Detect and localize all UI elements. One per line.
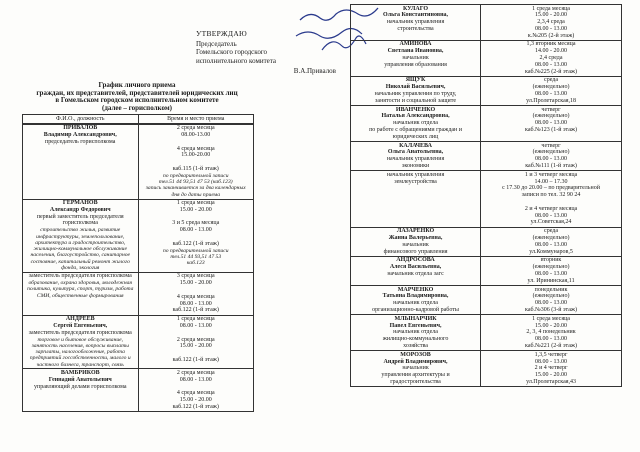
header-name: Ф.И.О., должность <box>23 115 139 124</box>
person-name: МОРОЗОВ Андрей Владимирович, <box>383 351 448 365</box>
table-row <box>351 40 622 76</box>
person-name: АНДРОСОВА Алеся Васильевна, <box>389 257 442 271</box>
table-row <box>351 5 622 41</box>
person-cell <box>23 272 139 315</box>
person-cell <box>351 227 481 256</box>
person-position: заместитель председателя горисполкома <box>28 329 132 336</box>
schedule-time: 1,3,5 четверг 08.00 - 13.00 2 и 4 четверг 15.00 - 20.00 ул.Пролетарская,43 <box>526 351 576 385</box>
person-name: ЛАЗАРЕНКО Жанна Валерьевна, <box>388 228 443 241</box>
schedule-time: 3 среда месяца 15.00 - 20.00 4 среда месяца 08.00 - 13.00 каб.122 (1-й этаж) <box>172 273 219 314</box>
person-position: начальник управления архитектуры и градостроительства <box>381 365 450 385</box>
schedule-time: 1 среда месяца 15.00 - 20.00 2,3,4 среда 08.00 - 13.00 к.№205 (2-й этаж) <box>527 5 575 39</box>
schedule-cell <box>481 351 622 387</box>
person-cell <box>23 315 139 369</box>
header-time: Время и место приема <box>138 115 254 124</box>
approval-line: Гомельского городского <box>196 48 268 56</box>
schedule-cell <box>481 142 622 171</box>
person-name: МЛЫНАРЧИК Павел Евгеньевич, <box>389 315 442 329</box>
schedule-time: четверг (еженедельно) 08.00 - 13.00 каб.№111 (1-й этаж) <box>525 142 577 170</box>
schedule-time: 1 среда месяца 15.00 - 20.00 3 и 5 среда месяца 08.00 - 13.00 каб.122 (1-й этаж) <box>172 200 220 247</box>
person-position: начальник отдела жилищно-коммунального хозяйства <box>382 329 449 349</box>
schedule-time: четверг (еженедельно) 08.00 - 13.00 каб.№123 (1-й этаж) <box>525 106 578 134</box>
table-row <box>351 256 622 285</box>
schedule-note: по предварительной записи тел.51 44 93,51 47 53 (каб.123) запись заканчивается за два календарных дня до даты приема <box>145 172 246 198</box>
schedule-cell <box>138 272 254 315</box>
right-schedule <box>350 4 622 387</box>
person-cell <box>351 171 481 227</box>
table-row <box>351 227 622 256</box>
person-position: управляющий делами горисполкома <box>33 383 127 390</box>
heading-line: в Гомельском городском исполнительном комитете <box>55 96 219 104</box>
table-row <box>23 199 254 272</box>
person-position: начальник отдела по работе с обращениями граждан и юридических лиц <box>369 120 462 140</box>
schedule-cell <box>481 315 622 351</box>
table-row <box>351 76 622 105</box>
heading-line: граждан, их представителей, представителей юридических лиц <box>36 88 238 97</box>
person-name: КАЛАЧЕВА Ольга Анатольевна, <box>387 142 444 156</box>
approval-line: исполнительного комитета <box>196 56 277 65</box>
approval-signer: В.А.Привалов <box>293 67 336 75</box>
schedule-note: по предварительной записи тел.51 44 93,51 47 53 каб.123 <box>162 247 229 267</box>
person-cell <box>23 124 139 199</box>
table-row <box>23 124 254 199</box>
person-cell <box>23 199 139 272</box>
table-row <box>23 272 254 315</box>
schedule-cell <box>481 5 622 41</box>
table-row <box>351 142 622 171</box>
schedule-time: вторник (еженедельно) 08.00 - 13.00 ул. Ирининская,11 <box>527 257 575 284</box>
person-duties: образование, охрана здоровья, молодежная политика, культура, спорт, туризм, работа СМИ, общественные формирования <box>27 280 134 299</box>
table-row <box>23 369 254 412</box>
table-row <box>351 351 622 387</box>
person-position: начальник управления экономики <box>386 156 445 170</box>
document-heading <box>22 82 252 112</box>
table-row <box>351 286 622 315</box>
person-position: начальник управления строительства <box>386 19 445 32</box>
person-cell <box>351 40 481 76</box>
person-cell <box>351 351 481 387</box>
schedule-cell <box>138 199 254 272</box>
person-name: ПРИВАЛОВ Владимир Александрович, <box>43 125 117 139</box>
person-duties: торговое и бытовое обслуживание, занятость населения, вопросы выплаты зарплаты, налогообложение, работа предприятий госсобственности, малого и частного бизнеса, транспорт, связь <box>29 336 131 368</box>
schedule-cell <box>138 315 254 369</box>
person-duties: строительство жилья, развитие инфраструктуры, землепользование, архитектура и градостроительство, жилищно-коммунальное обслуживание населения, благоустройство, санитарное состояние, капитальный ремонт жилого фонда, экология <box>30 227 131 272</box>
left-schedule-body <box>22 124 254 412</box>
table-row <box>23 315 254 369</box>
table-row <box>351 171 622 227</box>
schedule-cell <box>138 124 254 199</box>
person-position: начальник управления по труду, занятости и социальной защите <box>374 91 457 104</box>
schedule-time: 2 среда месяца 08.00-13.00 4 среда месяца 15.00-20.00 каб.115 (1-й этаж) <box>172 125 219 173</box>
approval-title: УТВЕРЖДАЮ <box>196 29 248 38</box>
table-row <box>351 106 622 142</box>
person-name: МАРЧЕНКО Татьяна Владимировна, <box>382 286 449 300</box>
left-schedule <box>22 114 254 412</box>
schedule-cell <box>481 227 622 256</box>
schedule-time: 1 и 3 четверг месяца 14.00 – 17.30 с 17.30 до 20.00 – по предварительной записи по тел. 32 90 24 2 и 4 четверг месяца 08.00 - 13.00 ул.Советская,24 <box>502 171 600 226</box>
person-position: первый заместитель председателя горисполкома <box>36 213 124 227</box>
schedule-cell <box>481 76 622 105</box>
heading-line: (далее – горисполком) <box>102 103 172 112</box>
schedule-cell <box>481 106 622 142</box>
schedule-cell <box>138 369 254 412</box>
approval-line: Председатель <box>196 39 237 48</box>
approval-block <box>196 30 336 76</box>
schedule-cell <box>481 40 622 76</box>
person-cell <box>351 76 481 105</box>
person-position: начальник отдела организационно-кадровой работы <box>372 300 459 313</box>
person-position: председатель горисполкома <box>45 138 116 145</box>
person-position: начальник управления землеустройства <box>386 171 445 185</box>
person-cell <box>351 106 481 142</box>
person-name: ВАМБРИКОВ Геннадий Анатольевич <box>48 369 112 383</box>
person-position: начальник управления образования <box>384 55 447 68</box>
person-cell <box>351 315 481 351</box>
table-header-row <box>23 115 254 124</box>
schedule-time: среда (еженедельно) 08.00 - 13.00 ул.Пролетарская,18 <box>526 77 576 104</box>
schedule-time: 1 среда месяца 08.00 - 13.00 2 среда месяца 15.00 - 20.00 каб.122 (1-й этаж) <box>172 316 219 363</box>
person-cell <box>351 256 481 285</box>
right-schedule-table <box>350 4 622 387</box>
person-cell <box>351 142 481 171</box>
person-cell <box>351 286 481 315</box>
person-name: ЯЩУК Николай Васильевич, <box>385 77 446 91</box>
person-name: ГЕРМАНОВ Александр Федорович <box>49 200 111 213</box>
person-name: АМИНОВА Светлана Ивановна, <box>387 41 444 55</box>
schedule-time: понедельник (еженедельно) 08.00 - 13.00 каб.№306 (3-й этаж) <box>525 286 578 313</box>
schedule-cell <box>481 171 622 227</box>
person-cell <box>23 369 139 412</box>
person-name: ИВАНЧЕНКО Наталья Александровна, <box>381 106 450 120</box>
person-position: заместитель председателя горисполкома <box>28 273 132 280</box>
schedule-time: 2 среда месяца 08.00 - 13.00 4 среда месяца 15.00 - 20.00 каб.122 (1-й этаж) <box>172 369 219 410</box>
person-name: АНДРЕЕВ Сергей Евгеньевич, <box>53 316 108 329</box>
person-cell <box>351 5 481 41</box>
person-position: начальник финансового управления <box>383 241 448 255</box>
schedule-cell <box>481 256 622 285</box>
heading-line: График личного приема <box>98 81 176 89</box>
person-name: КУЛАГО Ольга Константиновна, <box>383 5 449 19</box>
schedule-time: среда (еженедельно) 08.00 - 13.00 ул.Коммунаров,5 <box>529 228 573 255</box>
person-position: начальник отдела загс <box>387 270 444 277</box>
table-row <box>351 315 622 351</box>
schedule-time: 1 среда месяца 15.00 - 20.00 2, 3, 4 понедельник 08.00 - 13.00 каб.№221 (2-й этаж) <box>525 315 578 349</box>
schedule-time: 1,3 вторник месяца 14.00 - 20.00 2,4 среда 08.00 - 13.00 каб.№225 (2-й этаж) <box>525 41 578 75</box>
schedule-cell <box>481 286 622 315</box>
left-schedule-table <box>22 114 254 124</box>
